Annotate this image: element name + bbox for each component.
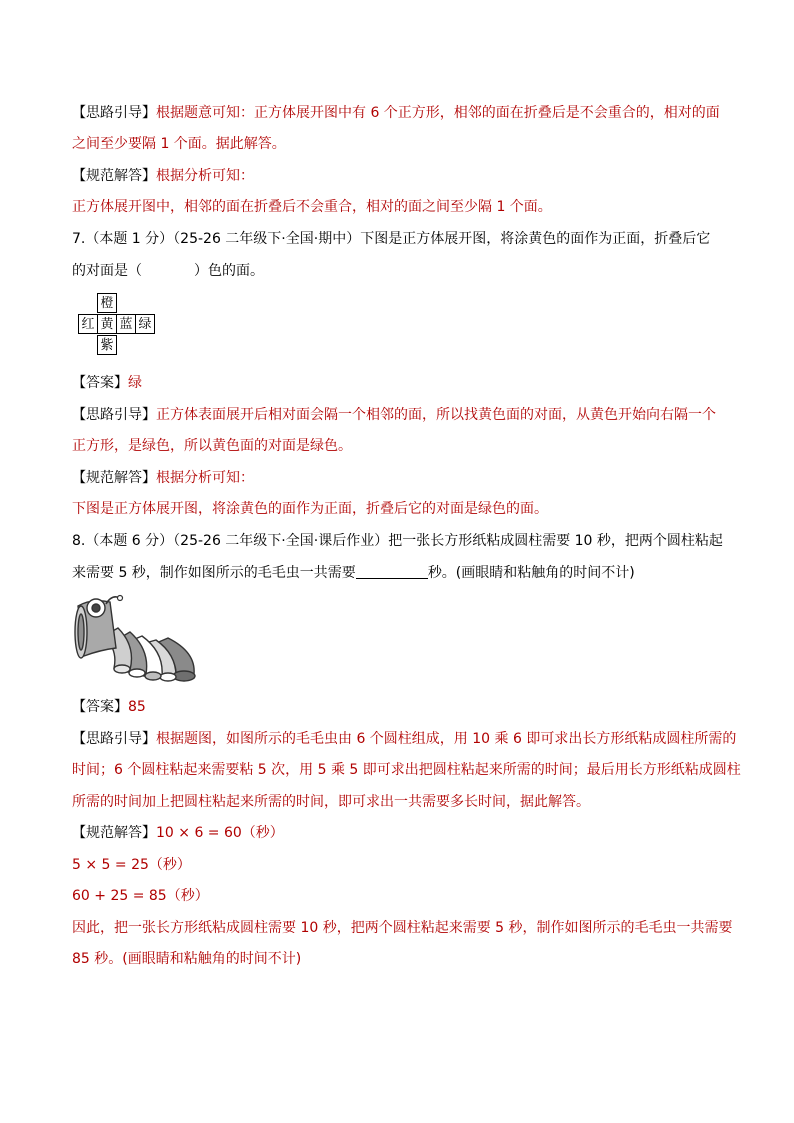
analysis-tag: 【思路引导】 [72,105,156,121]
analysis-tag: 【思路引导】 [72,731,156,747]
answer-tag: 【答案】 [72,699,128,715]
q7-question-text-a: 的对面是（ [72,263,142,279]
q7-answer: 绿 [128,375,142,391]
q6-solution-head [72,167,254,185]
q7-question-line-2 [72,262,264,280]
q8-question-line-2 [72,564,635,582]
q8-calc-3: 60 + 25 = 85（秒） [72,888,209,904]
q7-analysis-text-1: 正方体表面展开后相对面会隔一个相邻的面，所以找黄色面的对面，从黄色开始向右隔一个 [156,407,716,423]
solution-tag: 【规范解答】 [72,825,156,841]
net-cell-bottom: 紫 [97,335,117,355]
q8-question-line-1: 8.（本题 6 分）（25-26 二年级下·全国·课后作业）把一张长方形纸粘成圆柱需要 10 秒，把两个圆柱粘起 [72,533,723,549]
q6-analysis-text-1: 根据题意可知：正方体展开图中有 6 个正方形，相邻的面在折叠后是不会重合的，相对的面 [156,105,720,121]
solution-intro: 根据分析可知： [156,470,254,486]
q8-analysis-line-3: 所需的时间加上把圆柱粘起来所需的时间，即可求出一共需要多长时间，据此解答。 [72,794,590,810]
q7-solution-line-1: 下图是正方体展开图，将涂黄色的面作为正面，折叠后它的对面是绿色的面。 [72,501,548,517]
q8-solution-head [72,824,284,842]
net-cell-center: 黄 [97,314,117,334]
q8-conclusion-line-1: 因此，把一张长方形纸粘成圆柱需要 10 秒，把两个圆柱粘起来需要 5 秒，制作如图所示的毛毛虫一共需要 [72,920,733,936]
net-cell-left: 红 [78,314,98,334]
q8-answer-line [72,698,146,716]
q8-calc-1: 10 × 6 = 60（秒） [156,825,284,841]
q8-calc-2: 5 × 5 = 25（秒） [72,857,191,873]
caterpillar-illustration [72,592,200,682]
solution-intro: 根据分析可知： [156,168,254,184]
solution-tag: 【规范解答】 [72,470,156,486]
q6-solution-line-1: 正方体展开图中，相邻的面在折叠后不会重合，相对的面之间至少隔 1 个面。 [72,199,552,215]
solution-tag: 【规范解答】 [72,168,156,184]
q7-analysis-line-1 [72,406,716,424]
answer-tag: 【答案】 [72,375,128,391]
cube-net-diagram [78,293,168,356]
q8-conclusion-line-2: 85 秒。(画眼睛和粘触角的时间不计) [72,951,302,967]
q6-analysis-line-1 [72,104,720,122]
analysis-tag: 【思路引导】 [72,407,156,423]
q7-solution-head [72,469,254,487]
q8-analysis-line-1 [72,730,736,748]
q7-answer-line [72,374,142,392]
q7-question-line-1: 7.（本题 1 分）（25-26 二年级下·全国·期中）下图是正方体展开图，将涂黄色的面作为正面，折叠后它 [72,231,711,247]
q8-question-text-a: 来需要 5 秒，制作如图所示的毛毛虫一共需要 [72,565,356,581]
q8-answer-blank [356,564,428,579]
net-cell-right-1: 蓝 [116,314,136,334]
q8-answer: 85 [128,699,146,715]
q8-analysis-line-2: 时间；6 个圆柱粘起来需要粘 5 次，用 5 乘 5 即可求出把圆柱粘起来所需的时间；最后用长方形纸粘成圆柱 [72,762,741,778]
q8-question-text-b: 秒。(画眼睛和粘触角的时间不计) [427,565,635,581]
net-cell-top: 橙 [97,293,117,313]
q6-analysis-line-2: 之间至少要隔 1 个面。据此解答。 [72,136,286,152]
net-cell-right-2: 绿 [135,314,155,334]
q7-question-text-b: ）色的面。 [194,263,264,279]
q7-analysis-line-2: 正方形，是绿色，所以黄色面的对面是绿色。 [72,438,352,454]
q8-analysis-text-1: 根据题图，如图所示的毛毛虫由 6 个圆柱组成，用 10 乘 6 即可求出长方形纸粘成圆柱所需的 [156,731,737,747]
